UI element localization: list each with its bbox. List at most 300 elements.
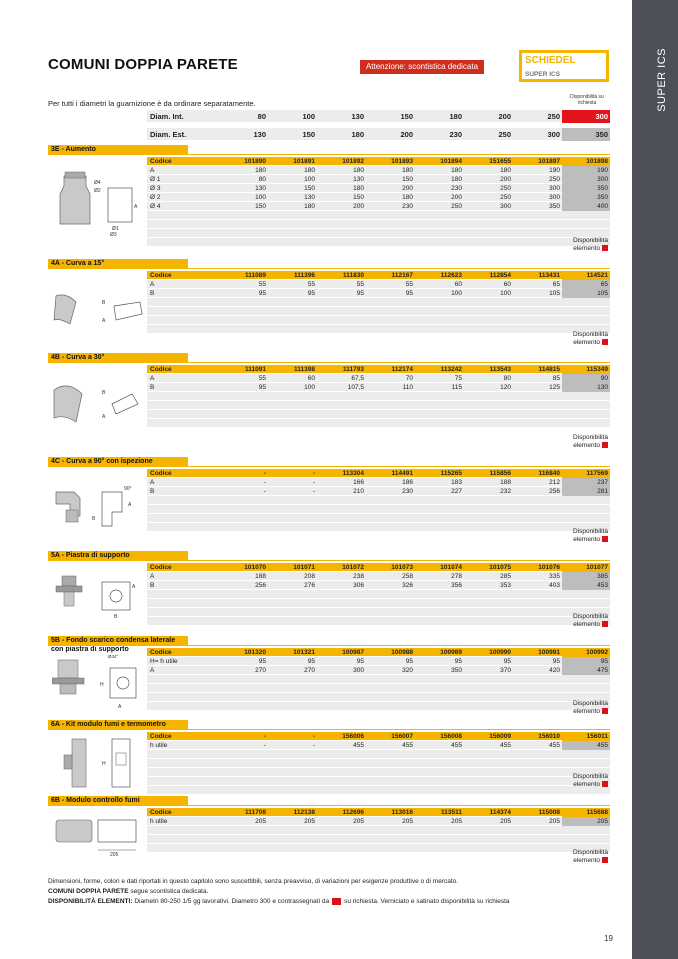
sidebar (632, 0, 678, 959)
cell: 70 (405, 375, 413, 382)
cell: 100990 (489, 649, 511, 656)
cell: 350 (562, 128, 610, 141)
cell: - (263, 470, 266, 477)
cell: 111089 (245, 272, 266, 279)
section-table (147, 808, 610, 853)
red-marker (602, 442, 608, 448)
row-label: Codice (150, 564, 172, 571)
label-a: A (118, 704, 122, 710)
cell: 150 (304, 185, 315, 192)
availability-element: elemento (573, 780, 600, 788)
cell: 455 (402, 742, 413, 749)
cell: 326 (402, 582, 413, 589)
cell: 101891 (293, 158, 315, 165)
cell: 403 (549, 582, 560, 589)
empty-row (147, 702, 610, 711)
empty-row (147, 750, 610, 759)
cell: 353 (500, 582, 511, 589)
section-rule (48, 645, 610, 646)
cell: - (263, 479, 266, 486)
cell: 256 (549, 488, 560, 495)
cell: 270 (255, 667, 266, 674)
cell: 150 (302, 130, 315, 139)
section-rule (48, 362, 610, 363)
row-label: Codice (150, 272, 172, 279)
cell: 180 (402, 167, 413, 174)
cell: 115 (451, 384, 462, 391)
curva90-diagram (52, 480, 144, 530)
row-label: B (150, 384, 155, 391)
cell: 115008 (538, 809, 560, 816)
cell: 183 (451, 479, 462, 486)
cell: 130 (353, 176, 364, 183)
cell: 115349 (562, 365, 610, 374)
cell: 112623 (440, 272, 462, 279)
section-rule (48, 466, 610, 467)
table-row (147, 289, 610, 298)
cell: 188 (500, 479, 511, 486)
cell: 112167 (391, 272, 413, 279)
label-b: B (114, 614, 118, 620)
cell: 200 (353, 203, 364, 210)
cell: 112138 (293, 809, 315, 816)
cell: 151655 (489, 158, 511, 165)
cell: 455 (451, 742, 462, 749)
cell: 370 (500, 667, 511, 674)
cell: 113304 (342, 470, 364, 477)
cell: 455 (562, 741, 610, 750)
empty-row (147, 410, 610, 419)
cell: 101077 (562, 563, 610, 572)
table-row (147, 478, 610, 487)
section-rule (48, 729, 610, 730)
cell: 166 (353, 479, 364, 486)
cell: 180 (353, 185, 364, 192)
cell: 156009 (489, 733, 511, 740)
cell: 55 (258, 281, 266, 288)
row-label: Ø 4 (150, 203, 161, 210)
cell: 95 (405, 658, 413, 665)
cell: 113511 (441, 809, 462, 816)
footer-availability-bold: DISPONIBILITÀ ELEMENTI: (48, 898, 133, 906)
cell: 117569 (562, 469, 610, 478)
cell: 250 (547, 112, 560, 121)
cell: 95 (552, 658, 560, 665)
availability-legend (560, 773, 608, 788)
cell: 80 (257, 112, 266, 121)
cell: 250 (549, 176, 560, 183)
empty-row (147, 392, 610, 401)
cell: 101321 (293, 649, 315, 656)
cell: 200 (500, 176, 511, 183)
cell: 276 (304, 582, 315, 589)
cell: 180 (449, 112, 462, 121)
cell: 101892 (342, 158, 364, 165)
empty-row (147, 684, 610, 693)
availability-sub (560, 621, 608, 629)
cell: 306 (353, 582, 364, 589)
empty-row (147, 505, 610, 514)
label-b: B (102, 300, 106, 306)
footer-availability (48, 898, 510, 905)
row-label: A (150, 573, 155, 580)
code-row (147, 563, 610, 572)
cell: 350 (562, 193, 610, 202)
diam-int-label: Diam. Int. (150, 112, 184, 121)
cell: 112174 (391, 366, 413, 373)
empty-row (147, 590, 610, 599)
page-number: 19 (604, 934, 613, 943)
section-table (147, 732, 610, 795)
availability-legend (560, 613, 608, 628)
cell: 180 (451, 167, 462, 174)
table-row (147, 166, 610, 175)
label-a: A (128, 502, 132, 508)
cell: 200 (400, 130, 413, 139)
row-label: h utile (150, 742, 168, 749)
empty-row (147, 617, 610, 626)
table-row (147, 572, 610, 581)
cell: - (312, 733, 315, 740)
cell: 180 (351, 130, 364, 139)
label-angle: Ø34° (108, 654, 119, 659)
cell: 250 (500, 185, 511, 192)
table-row (147, 666, 610, 675)
cell: 356 (451, 582, 462, 589)
cell: 156006 (342, 733, 364, 740)
cell: 114374 (489, 809, 511, 816)
red-marker (332, 898, 341, 905)
sidebar-label: SUPER ICS (656, 48, 668, 112)
label-d3: Ø3 (110, 232, 117, 238)
cell: 270 (304, 667, 315, 674)
cell: 300 (353, 667, 364, 674)
section-table (147, 365, 610, 428)
cell: 210 (353, 488, 364, 495)
cell: 100 (451, 290, 462, 297)
curva15-diagram (52, 290, 144, 335)
cell: 100987 (342, 649, 364, 656)
empty-row (147, 844, 610, 853)
label-angle: 90° (124, 486, 132, 492)
cell: 105 (549, 290, 560, 297)
row-label: Ø 3 (150, 185, 161, 192)
footer-discount (48, 888, 208, 895)
cell: 115265 (440, 470, 462, 477)
cell: 105 (562, 289, 610, 298)
cell: 455 (500, 742, 511, 749)
footer-availability-a: Diametri 80-250 1/5 gg lavorativi. Diametro 300 e contrassegnati da (134, 898, 330, 906)
availability-label: Disponibilità (572, 849, 608, 856)
empty-row (147, 826, 610, 835)
availability-note: Disponibilità su richiesta (570, 94, 604, 106)
section-title: 5A - Piastra di supporto (48, 551, 188, 560)
cell: 300 (562, 175, 610, 184)
label-a: A (102, 414, 106, 420)
cell: 180 (402, 194, 413, 201)
red-marker (602, 339, 608, 345)
availability-legend (560, 700, 608, 715)
cell: 114521 (562, 271, 610, 280)
code-row (147, 808, 610, 817)
cell: 110 (402, 384, 413, 391)
cell: 113242 (440, 366, 462, 373)
availability-label: Disponibilità (572, 528, 608, 535)
cell: 205 (549, 818, 560, 825)
empty-row (147, 786, 610, 795)
cell: 350 (451, 667, 462, 674)
empty-row (147, 238, 610, 247)
row-label: A (150, 375, 155, 382)
cell: 156007 (391, 733, 413, 740)
label-a: A (102, 318, 106, 324)
cell: 65 (562, 280, 610, 289)
availability-legend (560, 849, 608, 864)
cell: 285 (500, 573, 511, 580)
cell: 281 (562, 487, 610, 496)
availability-sub (560, 857, 608, 865)
availability-element: elemento (573, 441, 600, 449)
row-label: A (150, 667, 155, 674)
empty-row (147, 608, 610, 617)
cell: 200 (451, 194, 462, 201)
empty-row (147, 514, 610, 523)
cell: 130 (304, 194, 315, 201)
intro-text: Per tutti i diametri la guarnizione è da ordinare separatamente. (48, 99, 256, 108)
row-label: A (150, 167, 155, 174)
cell: 250 (500, 194, 511, 201)
cell: 420 (549, 667, 560, 674)
section-table (147, 157, 610, 247)
row-label: Ø 1 (150, 176, 161, 183)
availability-legend (560, 528, 608, 543)
availability-sub (560, 781, 608, 789)
cell: 113016 (391, 809, 413, 816)
cell: 205 (562, 817, 610, 826)
cell: 227 (451, 488, 462, 495)
cell: 350 (549, 203, 560, 210)
cell: - (263, 488, 266, 495)
cell: 237 (562, 478, 610, 487)
cell: 95 (258, 384, 266, 391)
cell: 111396 (294, 272, 315, 279)
table-row (147, 487, 610, 496)
cell: 156008 (440, 733, 462, 740)
code-row (147, 157, 610, 166)
empty-row (147, 401, 610, 410)
cell: 101074 (440, 564, 462, 571)
logo-product: SUPER ICS (525, 71, 561, 78)
code-row (147, 732, 610, 741)
cell: 300 (549, 194, 560, 201)
availability-sub (560, 708, 608, 716)
label-h: H (102, 761, 106, 767)
cell: 100992 (562, 648, 610, 657)
cell: 60 (307, 375, 315, 382)
cell: 250 (498, 130, 511, 139)
cell: 230 (402, 203, 413, 210)
cell: 180 (451, 176, 462, 183)
empty-row (147, 307, 610, 316)
cell: 95 (562, 657, 610, 666)
cell: 95 (258, 290, 266, 297)
cell: 180 (255, 167, 266, 174)
code-row (147, 648, 610, 657)
cell: 125 (549, 384, 560, 391)
cell: 113431 (538, 272, 560, 279)
row-label: h utile (150, 818, 168, 825)
diam-int-row (147, 110, 610, 123)
label-d1: Ø1 (112, 226, 119, 232)
cell: 208 (304, 573, 315, 580)
cell: 130 (253, 130, 266, 139)
cell: 95 (454, 658, 462, 665)
cell: 115688 (562, 808, 610, 817)
availability-legend (560, 237, 608, 252)
cell: - (312, 470, 315, 477)
piastra-diagram (52, 572, 144, 620)
cell: 200 (498, 112, 511, 121)
row-label: H= h utile (150, 658, 178, 665)
logo-brand: SCHIEDEL (525, 55, 576, 66)
cell: 205 (402, 818, 413, 825)
cell: 111398 (294, 366, 315, 373)
cell: 100988 (391, 649, 413, 656)
brand-logo (519, 50, 609, 82)
empty-row (147, 835, 610, 844)
cell: 114815 (538, 366, 560, 373)
cell: 100 (304, 384, 315, 391)
cell: 95 (307, 658, 315, 665)
footer-disclaimer: Dimensioni, forme, colori e dati riportati in questo capitolo sono suscettibili, senza preavviso, di variazioni per esigenze produttive o di mercato. (48, 878, 459, 885)
availability-sub (560, 442, 608, 450)
availability-element: elemento (573, 244, 600, 252)
table-row (147, 383, 610, 392)
section-rule (48, 268, 610, 269)
availability-label: Disponibilità (572, 700, 608, 707)
availability-sub (560, 339, 608, 347)
cell: 186 (402, 479, 413, 486)
label-b: B (102, 390, 106, 396)
cell: 111793 (343, 366, 364, 373)
cell: 111708 (245, 809, 266, 816)
cell: 101072 (342, 564, 364, 571)
cell: 400 (562, 202, 610, 211)
empty-row (147, 777, 610, 786)
kit-diagram (52, 735, 144, 790)
cell: 258 (402, 573, 413, 580)
cell: 95 (503, 658, 511, 665)
cell: - (312, 488, 315, 495)
cell: 111830 (343, 272, 364, 279)
section-rule (48, 805, 610, 806)
row-label: A (150, 281, 155, 288)
cell: 80 (503, 375, 511, 382)
row-label: A (150, 479, 155, 486)
cell: 150 (402, 176, 413, 183)
label-d4: Ø4 (94, 180, 101, 186)
cell: 80 (258, 176, 266, 183)
cell: 55 (405, 281, 413, 288)
cell: 60 (454, 281, 462, 288)
label-d2: Ø2 (94, 188, 101, 194)
cell: 101893 (391, 158, 413, 165)
cell: 335 (549, 573, 560, 580)
empty-row (147, 316, 610, 325)
table-row (147, 817, 610, 826)
cell: 100991 (538, 649, 560, 656)
section-title: 5B - Fondo scarico condensa laterale con piastra di supporto (48, 636, 188, 645)
table-row (147, 741, 610, 750)
table-row (147, 581, 610, 590)
table-row (147, 193, 610, 202)
row-label: Codice (150, 470, 172, 477)
cell: 111091 (245, 366, 266, 373)
cell: 238 (353, 573, 364, 580)
cell: 101076 (538, 564, 560, 571)
red-marker (602, 708, 608, 714)
cell: 100 (500, 290, 511, 297)
cell: 60 (503, 281, 511, 288)
cell: 205 (500, 818, 511, 825)
cell: 95 (405, 290, 413, 297)
empty-row (147, 759, 610, 768)
availability-element: elemento (573, 535, 600, 543)
fondo-diagram (52, 650, 144, 712)
cell: 180 (500, 167, 511, 174)
aumento-diagram (52, 168, 144, 238)
cell: 95 (307, 290, 315, 297)
cell: 101075 (489, 564, 511, 571)
cell: 101071 (293, 564, 315, 571)
cell: 300 (562, 110, 610, 123)
cell: 114491 (391, 470, 413, 477)
cell: 180 (304, 167, 315, 174)
section-title: 4C - Curva a 90° con ispezione (48, 457, 188, 466)
cell: 300 (547, 130, 560, 139)
page-title: COMUNI DOPPIA PARETE (48, 56, 238, 73)
availability-legend (560, 331, 608, 346)
cell: 120 (500, 384, 511, 391)
empty-row (147, 211, 610, 220)
empty-row (147, 599, 610, 608)
cell: 100 (255, 194, 266, 201)
cell: 190 (549, 167, 560, 174)
cell: 100989 (440, 649, 462, 656)
cell: 230 (402, 488, 413, 495)
empty-row (147, 298, 610, 307)
cell: 55 (258, 375, 266, 382)
cell: - (312, 479, 315, 486)
cell: 320 (402, 667, 413, 674)
cell: 101073 (391, 564, 413, 571)
cell: - (263, 733, 266, 740)
availability-legend (560, 434, 608, 449)
code-row (147, 365, 610, 374)
cell: 150 (400, 112, 413, 121)
cell: 232 (500, 488, 511, 495)
footer-availability-b: su richiesta. Verniciato e satinato disponibilità su richiesta (344, 898, 510, 906)
section-title: 6B - Modulo controllo fumi (48, 796, 188, 805)
table-row (147, 202, 610, 211)
cell: 180 (304, 203, 315, 210)
cell: 205 (451, 818, 462, 825)
cell: 55 (356, 281, 364, 288)
cell: 156011 (562, 732, 610, 741)
empty-row (147, 325, 610, 334)
cell: 130 (351, 112, 364, 121)
cell: 113543 (489, 366, 511, 373)
